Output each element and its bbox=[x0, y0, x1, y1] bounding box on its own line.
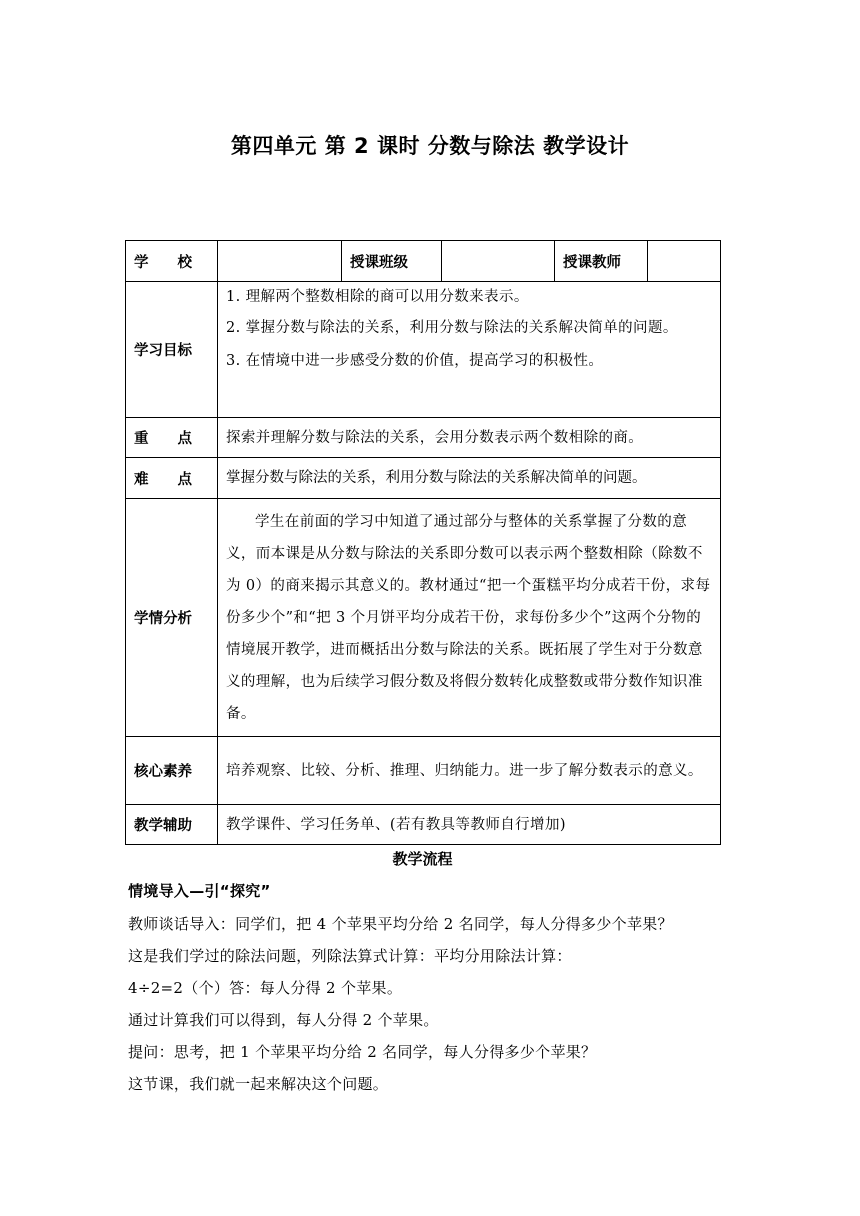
table-row-school bbox=[126, 241, 721, 282]
key-point-label-cell bbox=[126, 418, 218, 458]
class-value bbox=[442, 241, 555, 282]
analysis-text: 学生在前面的学习中知道了通过部分与整体的关系掌握了分数的意义，而本课是从分数与除法的关系即分数可以表示两个整数相除（除数不为 0）的商来揭示其意义的。教材通过“把一个蛋糕平均分成若干份，求每份多少个”和“把 3 个月饼平均分成若干份，求每份多少个”这两个分物的情境展开教学，进而概括出分数与除法的关系。既拓展了学生对于分数意义的理解，也为后续学习假分数及将假分数转化成整数或带分数作知识准备。 bbox=[218, 499, 721, 737]
table-row-aids bbox=[126, 805, 721, 845]
objective-item: 1. 理解两个整数相除的商可以用分数来表示。 bbox=[226, 289, 529, 305]
key-point-label: 重 点 bbox=[134, 431, 192, 447]
difficulty-label: 难 点 bbox=[134, 471, 192, 488]
section-heading: 情境导入—引“探究” bbox=[128, 882, 271, 900]
objectives-label-cell bbox=[126, 282, 218, 418]
literacy-label: 核心素养 bbox=[134, 764, 192, 780]
objective-item: 3. 在情境中进一步感受分数的价值，提高学习的积极性。 bbox=[226, 353, 604, 369]
flow-paragraph: 教师谈话导入：同学们，把 4 个苹果平均分给 2 名同学，每人分得多少个苹果？ bbox=[128, 915, 673, 933]
objective-item: 2. 掌握分数与除法的关系，利用分数与除法的关系解决简单的问题。 bbox=[226, 320, 678, 336]
difficulty-label-cell bbox=[126, 458, 218, 499]
table-row-objectives bbox=[126, 282, 721, 418]
class-label-cell bbox=[342, 241, 442, 282]
table-row-analysis bbox=[126, 499, 721, 737]
flow-paragraph: 这节课，我们就一起来解决这个问题。 bbox=[128, 1075, 389, 1093]
flow-paragraph: 这是我们学过的除法问题，列除法算式计算：平均分用除法计算： bbox=[128, 947, 572, 965]
teaching-flow bbox=[128, 878, 728, 1100]
flow-paragraph: 通过计算我们可以得到，每人分得 2 个苹果。 bbox=[128, 1011, 439, 1029]
analysis-label: 学情分析 bbox=[134, 611, 192, 627]
flow-paragraph: 4÷2=2（个）答：每人分得 2 个苹果。 bbox=[128, 979, 403, 997]
literacy-text: 培养观察、比较、分析、推理、归纳能力。进一步了解分数表示的意义。 bbox=[218, 737, 721, 805]
difficulty-text: 掌握分数与除法的关系，利用分数与除法的关系解决简单的问题。 bbox=[218, 458, 721, 499]
page-title: 第四单元 第 2 课时 分数与除法 教学设计 bbox=[230, 134, 630, 158]
aids-text: 教学课件、学习任务单、(若有教具等教师自行增加) bbox=[218, 805, 721, 845]
table-row-key-point bbox=[126, 418, 721, 458]
flow-title: 教学流程 bbox=[392, 850, 453, 868]
lesson-info-table bbox=[125, 240, 721, 845]
aids-label-cell bbox=[126, 805, 218, 845]
table-row-difficulty bbox=[126, 458, 721, 499]
teacher-label: 授课教师 bbox=[563, 254, 621, 271]
teacher-label-cell bbox=[555, 241, 648, 282]
aids-label: 教学辅助 bbox=[134, 818, 192, 834]
objectives-content bbox=[218, 282, 721, 418]
teacher-value bbox=[648, 241, 721, 282]
class-label: 授课班级 bbox=[350, 254, 408, 271]
school-value bbox=[218, 241, 342, 282]
school-label-cell bbox=[126, 241, 218, 282]
analysis-label-cell bbox=[126, 499, 218, 737]
table-row-literacy bbox=[126, 737, 721, 805]
objectives-label: 学习目标 bbox=[134, 343, 192, 359]
literacy-label-cell bbox=[126, 737, 218, 805]
key-point-text: 探索并理解分数与除法的关系，会用分数表示两个数相除的商。 bbox=[218, 418, 721, 458]
flow-paragraph: 提问：思考，把 1 个苹果平均分给 2 名同学，每人分得多少个苹果？ bbox=[128, 1043, 597, 1061]
school-label: 学 校 bbox=[134, 254, 192, 271]
